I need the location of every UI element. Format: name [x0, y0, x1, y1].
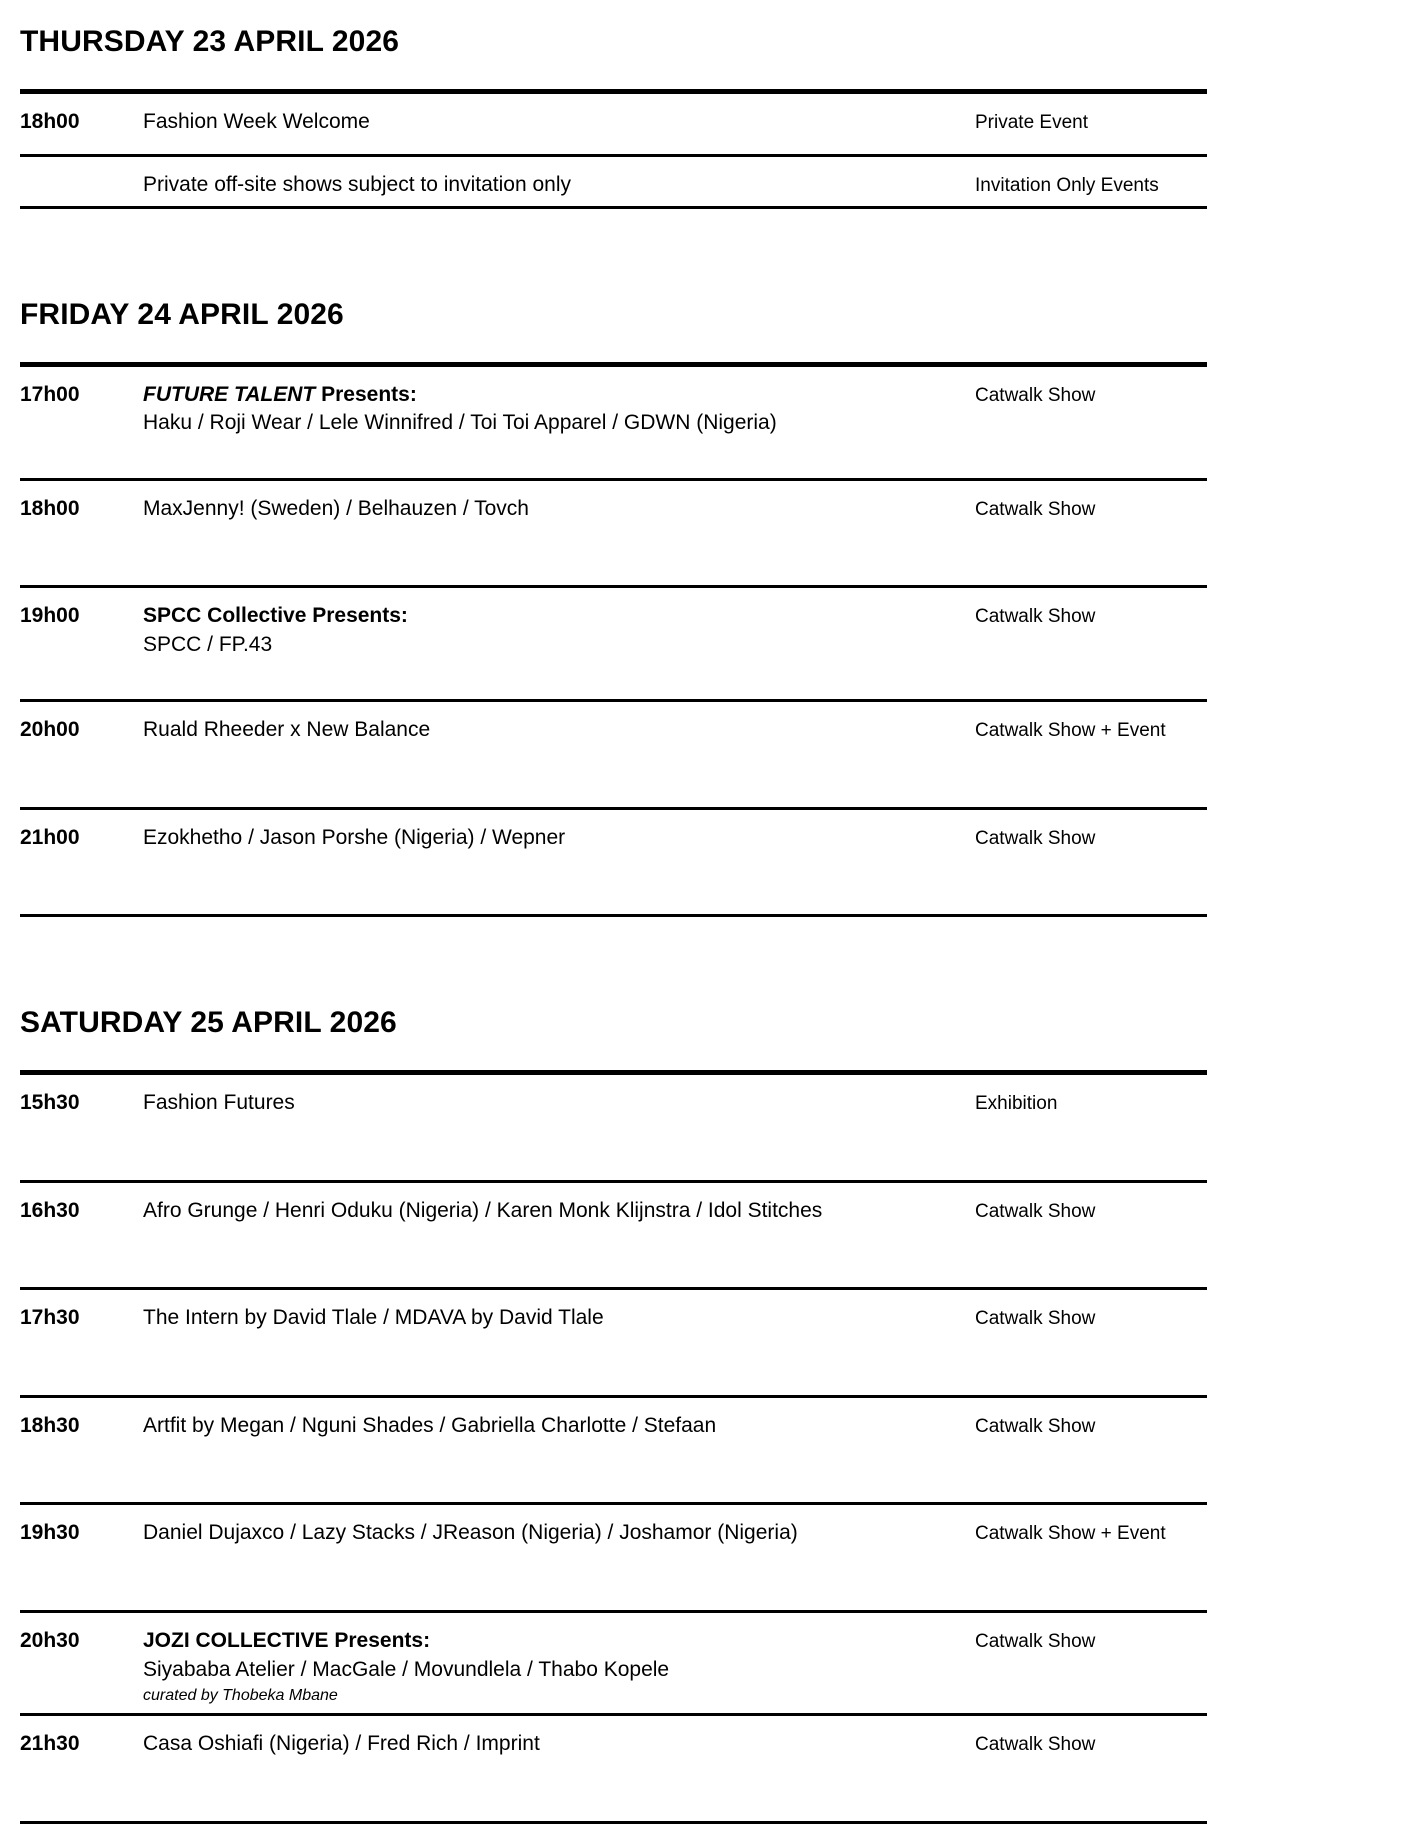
row-type: Catwalk Show + Event	[975, 1523, 1166, 1545]
row-desc-line: Afro Grunge / Henri Oduku (Nigeria) / Karen Monk Klijnstra / Idol Stitches	[143, 1198, 823, 1222]
row-spacer	[0, 136, 1408, 154]
row-spacer	[0, 1548, 1408, 1610]
row-description	[143, 1183, 975, 1226]
row-type: Catwalk Show	[975, 1415, 1096, 1437]
row-type: Catwalk Show + Event	[975, 720, 1166, 742]
day-block	[0, 25, 1408, 209]
row-time: 15h30	[20, 1091, 80, 1115]
row-description	[143, 1290, 975, 1333]
row-type: Catwalk Show	[975, 827, 1096, 849]
row-desc-line: Siyababa Atelier / MacGale / Movundlela / Thabo Kopele	[143, 1657, 670, 1681]
row-spacer	[0, 852, 1408, 914]
row-type: Catwalk Show	[975, 1308, 1096, 1330]
schedule-row[interactable]	[0, 588, 1408, 659]
row-spacer	[0, 523, 1408, 585]
day-gap	[0, 209, 1408, 273]
day-heading: THURSDAY 23 APRIL 2026	[20, 24, 400, 58]
row-desc-title: SPCC Collective Presents:	[143, 604, 408, 628]
row-desc-line: Haku / Roji Wear / Lele Winnifred / Toi Toi Apparel / GDWN (Nigeria)	[143, 411, 777, 435]
row-description	[143, 157, 975, 200]
row-time: 17h00	[20, 382, 80, 406]
row-time: 16h30	[20, 1198, 80, 1222]
row-time: 19h30	[20, 1521, 80, 1545]
row-desc-line: Ruald Rheeder x New Balance	[143, 718, 431, 742]
row-type: Catwalk Show	[975, 1734, 1096, 1756]
schedule-row[interactable]	[0, 157, 1408, 200]
row-desc-line: Artfit by Megan / Nguni Shades / Gabriella Charlotte / Stefaan	[143, 1413, 717, 1437]
row-type: Private Event	[975, 111, 1088, 133]
row-spacer	[0, 1759, 1408, 1821]
schedule-row[interactable]	[0, 1075, 1408, 1118]
day-block	[0, 298, 1408, 918]
row-type: Exhibition	[975, 1093, 1058, 1115]
row-description	[143, 1398, 975, 1441]
row-time: 21h00	[20, 825, 80, 849]
row-description	[143, 1613, 975, 1707]
row-description	[143, 810, 975, 853]
row-desc-line: Casa Oshiafi (Nigeria) / Fred Rich / Imprint	[143, 1732, 540, 1756]
schedule-row[interactable]	[0, 367, 1408, 438]
row-description	[143, 1075, 975, 1118]
schedule-row[interactable]	[0, 1398, 1408, 1441]
row-spacer	[0, 659, 1408, 699]
row-time: 17h30	[20, 1306, 80, 1330]
schedule-row[interactable]	[0, 702, 1408, 745]
row-spacer	[0, 1118, 1408, 1180]
row-spacer	[0, 1440, 1408, 1502]
row-time: 19h00	[20, 604, 80, 628]
row-desc-line: Private off-site shows subject to invitation only	[143, 173, 571, 197]
row-description	[143, 702, 975, 745]
schedule-row[interactable]	[0, 1183, 1408, 1226]
row-rule	[20, 1821, 1207, 1824]
row-desc-line: MaxJenny! (Sweden) / Belhauzen / Tovch	[143, 496, 529, 520]
row-spacer	[0, 1333, 1408, 1395]
day-block	[0, 1006, 1408, 1824]
row-type: Catwalk Show	[975, 498, 1096, 520]
schedule-row[interactable]	[0, 1716, 1408, 1759]
schedule-row[interactable]	[0, 1613, 1408, 1707]
row-time: 18h00	[20, 109, 80, 133]
row-description	[143, 588, 975, 659]
row-type: Catwalk Show	[975, 1631, 1096, 1652]
day-heading: FRIDAY 24 APRIL 2026	[20, 297, 344, 331]
row-description	[143, 367, 975, 438]
row-desc-line: Fashion Futures	[143, 1091, 295, 1115]
row-description	[143, 94, 975, 137]
row-time: 20h00	[20, 718, 80, 742]
day-gap	[0, 917, 1408, 981]
row-type: Catwalk Show	[975, 384, 1096, 406]
schedule-row[interactable]	[0, 94, 1408, 137]
row-type: Catwalk Show	[975, 1200, 1096, 1222]
row-desc-line: The Intern by David Tlale / MDAVA by David Tlale	[143, 1306, 604, 1330]
row-desc-line: Daniel Dujaxco / Lazy Stacks / JReason (Nigeria) / Joshamor (Nigeria)	[143, 1521, 798, 1545]
row-desc-line: Ezokhetho / Jason Porshe (Nigeria) / Wepner	[143, 825, 566, 849]
row-spacer	[0, 1225, 1408, 1287]
row-spacer	[0, 745, 1408, 807]
row-desc-title: JOZI COLLECTIVE Presents:	[143, 1629, 431, 1652]
row-time: 18h00	[20, 496, 80, 520]
schedule-row[interactable]	[0, 810, 1408, 853]
row-spacer	[0, 438, 1408, 478]
day-heading: SATURDAY 25 APRIL 2026	[20, 1006, 397, 1040]
row-description	[143, 1505, 975, 1548]
row-desc-title: FUTURE TALENT Presents:	[143, 382, 417, 406]
row-time: 20h30	[20, 1629, 80, 1652]
schedule-row[interactable]	[0, 481, 1408, 524]
row-time	[20, 157, 143, 171]
row-description	[143, 1716, 975, 1759]
row-desc-curator: curated by Thobeka Mbane	[143, 1687, 338, 1705]
schedule-root	[0, 25, 1408, 1824]
schedule-row[interactable]	[0, 1505, 1408, 1548]
schedule-page	[0, 25, 1408, 1831]
row-time: 18h30	[20, 1413, 80, 1437]
row-desc-title-emphasis: FUTURE TALENT	[143, 382, 316, 406]
row-time: 21h30	[20, 1732, 80, 1756]
row-desc-line: Fashion Week Welcome	[143, 109, 370, 133]
row-description	[143, 481, 975, 524]
row-type: Catwalk Show	[975, 606, 1096, 628]
row-type: Invitation Only Events	[975, 175, 1159, 197]
schedule-row[interactable]	[0, 1290, 1408, 1333]
row-desc-line: SPCC / FP.43	[143, 632, 273, 656]
